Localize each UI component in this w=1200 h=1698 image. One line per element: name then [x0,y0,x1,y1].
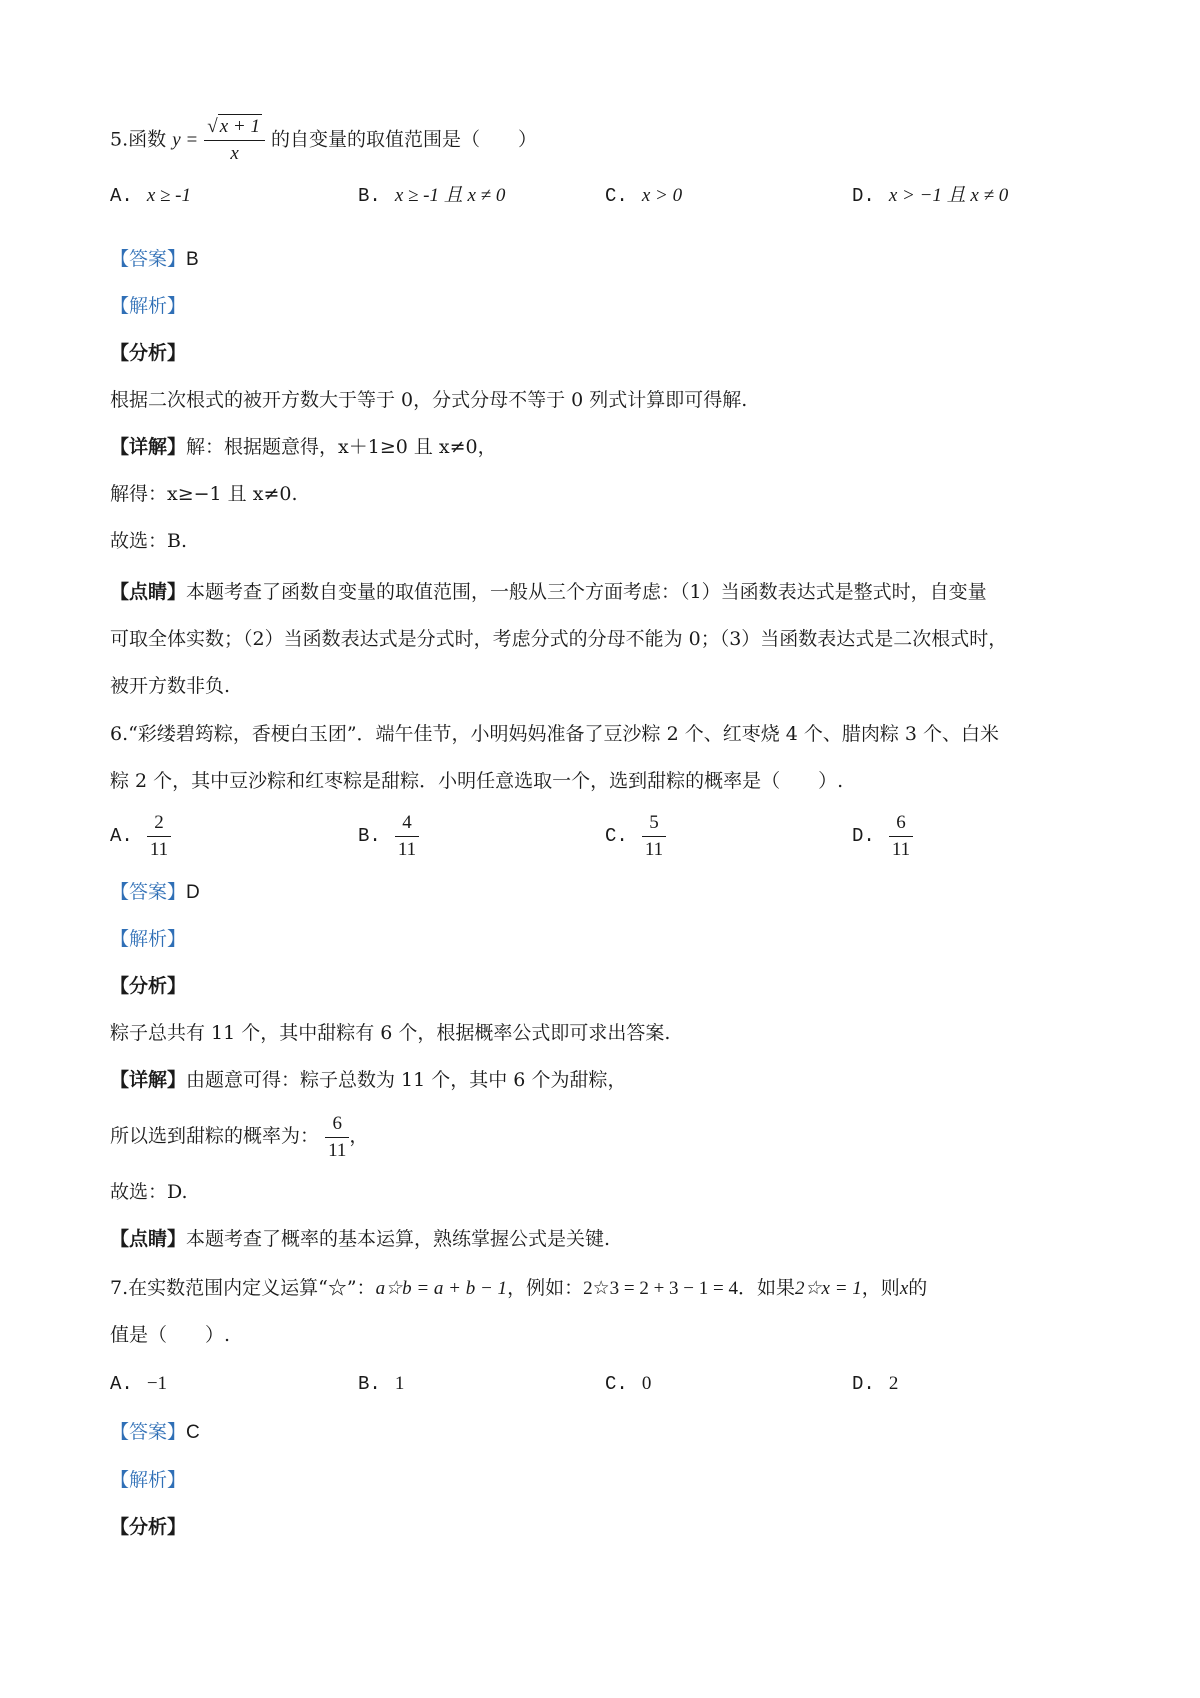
q6-option-d: D. $\frac{6}{11}$ [852,810,913,863]
q5-denominator: x [230,143,239,164]
q5-dianjing-line-1: 【点睛】本题考查了函数自变量的取值范围，一般从三个方面考虑：（1）当函数表达式是整式时，自变量 [110,581,987,603]
q6-fenxi-tag: 【分析】 [110,975,187,997]
q7-jiexi-tag: 【解析】 [110,1469,187,1491]
q7-fenxi-tag: 【分析】 [110,1516,187,1538]
q6-probability-fraction: $\frac{6}{11}$ [325,1111,349,1164]
q5-prefix: 5.函数 [110,128,167,151]
q5-sqrt-body: x + 1 [219,116,260,137]
q5-fenxi-text: 根据二次根式的被开方数大于等于 0，分式分母不等于 0 列式计算即可得解. [110,389,748,411]
q5-detail: 【详解】解：根据题意得，x＋1≥0 且 x≠0， [110,436,497,458]
q6-option-b: B. $\frac{4}{11}$ [358,810,419,863]
q7-condition: 2☆x = 1 [795,1278,862,1299]
q5-dianjing-line-3: 被开方数非负. [110,675,231,697]
q6-detail: 【详解】由题意可得：粽子总数为 11 个，其中 6 个为甜粽， [110,1069,627,1091]
q7-stem-line-1: 7.在实数范围内定义运算“☆”：a☆b = a + b − 1，例如：2☆3 = 2 + 3 − 1 = 4．如果2☆x = 1，则x的 [110,1277,928,1299]
q5-option-b: B. x ≥ -1 且 x ≠ 0 [358,185,506,207]
q5-option-d: D. x > −1 且 x ≠ 0 [852,185,1009,207]
q6-fenxi-text: 粽子总共有 11 个，其中甜粽有 6 个，根据概率公式即可求出答案. [110,1022,671,1044]
q7-option-b: B. 1 [358,1373,405,1395]
q5-option-a: A. x ≥ -1 [110,185,192,207]
q7-option-d: D. 2 [852,1373,899,1395]
q5-fenxi-tag: 【分析】 [110,342,187,364]
q6-stem-line-2: 粽 2 个，其中豆沙粽和红枣粽是甜粽．小明任意选取一个，选到甜粽的概率是（ ）. [110,770,844,792]
q7-stem-line-2: 值是（ ）. [110,1324,231,1346]
q7-option-c: C. 0 [605,1373,652,1395]
q6-jiexi-tag: 【解析】 [110,928,187,950]
q6-stem-line-1: 6.“彩缕碧筠粽，香梗白玉团”．端午佳节，小明妈妈准备了豆沙粽 2 个、红枣烧 4 个、腊肉粽 3 个、白米 [110,723,1000,745]
q6-option-c: C. $\frac{5}{11}$ [605,810,666,863]
q5-stem [110,114,537,167]
q7-option-a: A. −1 [110,1373,168,1395]
q5-answer: 【答案】B [110,248,199,270]
q5-solve: 解得：x≥−1 且 x≠0. [110,483,298,505]
q6-answer: 【答案】D [110,881,200,903]
q6-choose: 故选：D. [110,1181,188,1203]
q6-dianjing: 【点睛】本题考查了概率的基本运算，熟练掌握公式是关键. [110,1228,611,1250]
q5-suffix: 的自变量的取值范围是（ ） [271,128,538,151]
q5-fraction: $\frac{√ x + 1}{x}$ [204,114,265,167]
q5-jiexi-tag: 【解析】 [110,295,187,317]
q5-choose: 故选：B. [110,530,188,552]
q5-lhs: y = [172,129,199,151]
q6-probability: 所以选到甜粽的概率为： $\frac{6}{11}$ ， [110,1108,368,1164]
q7-definition: a☆b = a + b − 1 [375,1278,508,1299]
q6-option-a: A. $\frac{2}{11}$ [110,810,171,863]
q5-dianjing-line-2: 可取全体实数；（2）当函数表达式是分式时，考虑分式的分母不能为 0；（3）当函数表达式是二次根式时， [110,628,1008,650]
q7-answer: 【答案】C [110,1421,200,1443]
q5-option-c: C. x > 0 [605,185,683,207]
q7-example: 2☆3 = 2 + 3 − 1 = 4 [583,1278,738,1299]
